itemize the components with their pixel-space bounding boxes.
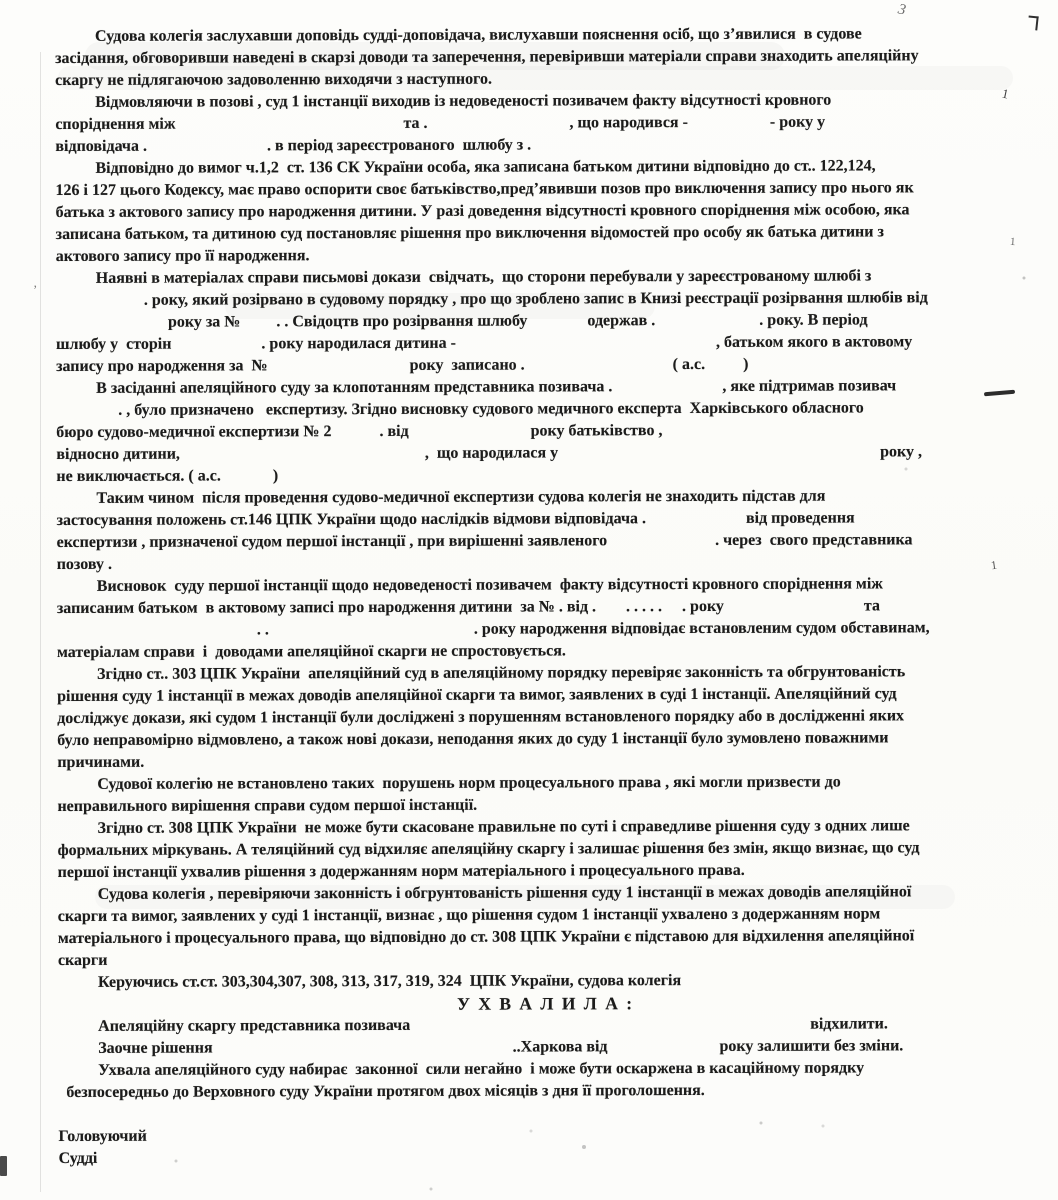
redacted-gap xyxy=(596,610,626,611)
text-line: безпосередньо до Верховного суду України протягом двох місяців з дня її проголошення. xyxy=(66,1081,705,1101)
text-line: року за № . . Свідоцтв про розірвання шлюбу одержав . . року. В період xyxy=(56,309,1031,334)
document-text xyxy=(55,23,1034,1170)
text-line: Ухвала апеляційного суду набирає законної сили негайно і може бути оскаржена в касаційному порядку xyxy=(98,1059,865,1079)
text-line: позову . xyxy=(56,555,112,573)
redacted-gap xyxy=(171,347,261,348)
text-line: скарги та вимог, заявлених у суді 1 інстанції, визнає , що рішення судом 1 інстанції ухвалено з додержанням норм xyxy=(57,905,881,925)
text-line: Згідно ст.. 303 ЦПК України апеляційний суд в апеляційному порядку перевіряє законність та обгрунтованість xyxy=(97,663,906,683)
text-line: бюро судово-медичної експертизи № 2 . від року батьківство , xyxy=(56,422,663,441)
text-line: скаргу не підлягаючою задоволенню виходячи з наступного. xyxy=(55,70,492,89)
text-line: . . . року народження відповідає встановленим судом обставинам, xyxy=(57,617,1032,642)
text-line: 126 і 127 цього Кодексу, має право оспорити своє батьківство,пред’явивши позов про виключення запису про нього як xyxy=(55,179,914,199)
text-line: батька з актового запису про народження дитини. У разі доведення відсутності кровного споріднення між особою, яка xyxy=(55,201,910,221)
text-line: споріднення між та . , що народився - - року у xyxy=(55,113,826,133)
scan-artifact-margin-tick: 1 xyxy=(989,557,998,573)
text-line: записаним батьком в актовому записі про народження дитини за № . від . . . . . . . року та xyxy=(56,597,881,617)
text-line: першої інстанції ухвалив рішення з додержанням норм матеріального і процесуального права. xyxy=(57,861,745,881)
text-line: В засіданні апеляційного суду за клопотанням представника позивача . , яке підтримав позивач xyxy=(96,377,897,397)
redacted-gap xyxy=(655,324,759,325)
redacted-gap xyxy=(221,479,273,480)
ruling-heading: У Х В А Л И Л А : xyxy=(457,993,635,1014)
text-line: експертизи , призначеної судом першої інстанції , при вирішенні заявленого . через свого представника xyxy=(56,531,913,551)
text-line: матеріального і процесуального права, що відповідно до ст. 308 ЦПК України є підставою для відхилення апеляційної xyxy=(57,927,915,947)
redacted-gap xyxy=(558,455,880,457)
redacted-gap xyxy=(269,633,474,635)
redacted-gap xyxy=(608,1050,720,1051)
text-line: . року, який розірвано в судовому порядку , про що зроблено запис в Книзі реєстрації розірвання шлюбів від xyxy=(56,287,1031,312)
scan-artifact-corner-mark xyxy=(1027,16,1038,31)
text-line: Заочне рішення ..Харкова від року залишити без зміни. xyxy=(98,1037,904,1057)
scan-artifact-margin-tick: 1 xyxy=(1000,85,1011,102)
redacted-gap xyxy=(410,1028,810,1030)
redacted-gap xyxy=(607,544,715,545)
redacted-gap xyxy=(175,127,403,129)
redacted-gap xyxy=(240,325,276,326)
redacted-gap xyxy=(612,390,722,391)
redacted-gap xyxy=(688,126,770,127)
text-line: Відмовляючи в позові , суд 1 інстанції виходив із недоведеності позивачем факту відсутності кровного xyxy=(95,91,832,111)
text-line: матеріалам справи і доводами апеляційної скарги не спростовується. xyxy=(56,642,566,661)
redacted-gap xyxy=(527,324,587,325)
redacted-gap xyxy=(724,609,864,610)
signature-presiding-line: Головуючий xyxy=(58,1127,147,1145)
redacted-gap xyxy=(331,435,379,436)
scan-artifact-squiggle: 3 xyxy=(896,1,908,19)
text-line: Судової колегію не встановлено таких порушень норм процесуального права , які могли призвести до xyxy=(97,773,841,793)
redacted-gap xyxy=(646,522,746,523)
text-line: Відповідно до вимог ч.1,2 ст. 136 СК України особа, яка записана батьком дитини відповідно до ст.. 122,124, xyxy=(95,157,876,177)
text-line: не виключається. ( а.с. ) xyxy=(56,467,279,485)
text-line: причинами. xyxy=(57,753,145,771)
text-line: засідання, обговоривши наведені в скарзі доводи та заперечення, перевіривши матеріали справи знаходить апеляційну xyxy=(55,47,919,67)
text-line: запису про народження за № року записано . ( а.с. ) xyxy=(56,355,749,375)
redacted-gap xyxy=(428,126,570,127)
scan-artifact-margin-tick: 1 xyxy=(1009,235,1016,249)
text-line: записана батьком, та дитиною суд постановляє рішення про виключення відомостей про особу як батька дитини з xyxy=(55,223,884,243)
text-line: рішення суду 1 інстанції в межах доводів апеляційної скарги та вимог, заявлених в суді 1 інстанції. Апеляційний суд xyxy=(57,685,897,705)
text-line: відносно дитини, , що народилася у року , xyxy=(56,443,923,463)
scan-line-artifact xyxy=(40,52,41,1192)
text-line: досліджує докази, які судом 1 інстанції були досліджені з порушенням встановленого порядку або в дослідженні яких xyxy=(57,707,905,727)
redacted-gap xyxy=(57,633,257,635)
text-line: Згідно ст. 308 ЦПК України не може бути скасоване правильне по суті і справедливе рішення суду з одних лише xyxy=(97,817,910,837)
text-line: Висновок суду першої інстанції щодо недоведеності позивачем факту відсутності кровного споріднення між xyxy=(96,575,883,595)
text-line: Таким чином після проведення судово-медичної експертизи судова колегія не знаходить підстав для xyxy=(96,487,826,507)
redacted-gap xyxy=(147,149,267,150)
redacted-gap xyxy=(56,414,118,415)
text-line: Керуючись ст.ст. 303,304,307, 308, 313, 317, 319, 324 ЦПК України, судова колегія xyxy=(97,972,682,991)
redacted-gap xyxy=(180,457,425,459)
text-line: неправильного вирішення справи судом першої інстанції. xyxy=(57,796,478,815)
redacted-gap xyxy=(213,1051,513,1053)
redacted-gap xyxy=(525,368,673,369)
text-line: застосування положень ст.146 ЦПК України щодо наслідків відмови відповідача . від проведення xyxy=(56,509,855,529)
redacted-gap xyxy=(409,435,531,436)
redacted-gap xyxy=(56,326,168,327)
redacted-gap xyxy=(662,610,682,611)
text-line: актового запису про її народження. xyxy=(55,247,310,265)
redacted-gap xyxy=(456,346,716,348)
scan-speckles xyxy=(0,0,2,2)
scan-artifact-stray-quote: ’ xyxy=(33,282,38,297)
redacted-gap xyxy=(56,304,144,305)
scan-blob-artifact xyxy=(0,1156,7,1176)
text-line: Судова колегія заслухавши доповідь судді-доповідача, вислухавши пояснення осіб, що з’явилися в судове xyxy=(95,25,862,45)
text-line: Апеляційну скаргу представника позивача відхилити. xyxy=(98,1015,888,1035)
text-line: Судова колегія , перевіряючи законність і обгрунтованість рішення суду 1 інстанції в межах доводів апеляційної xyxy=(97,883,912,903)
text-line: скарги xyxy=(57,951,108,969)
text-line: формальних міркувань. А теляційний суд відхиляє апеляційну скаргу і залишає рішення без змін, якщо визнає, що суд xyxy=(57,839,920,859)
signature-judges-line: Судді xyxy=(58,1149,98,1167)
text-line: було неправомірно відмовлено, а також нові докази, неподання яких до суду 1 інстанції було зумовлено поважними xyxy=(57,729,889,749)
redacted-gap xyxy=(268,369,410,370)
text-line: шлюбу у сторін . року народилася дитина - , батьком якого в актовому xyxy=(55,333,913,353)
redacted-gap xyxy=(705,368,743,369)
text-line: . , було призначено експертизу. Згідно висновку судового медичного експерта Харківського обласного xyxy=(56,397,1031,422)
text-line: відповідача . . в період зареєстрованого шлюбу з . xyxy=(55,136,532,155)
text-line: Наявні в матеріалах справи письмові докази свідчать, що сторони перебували у зареєстрованому шлюбі з xyxy=(95,267,872,287)
